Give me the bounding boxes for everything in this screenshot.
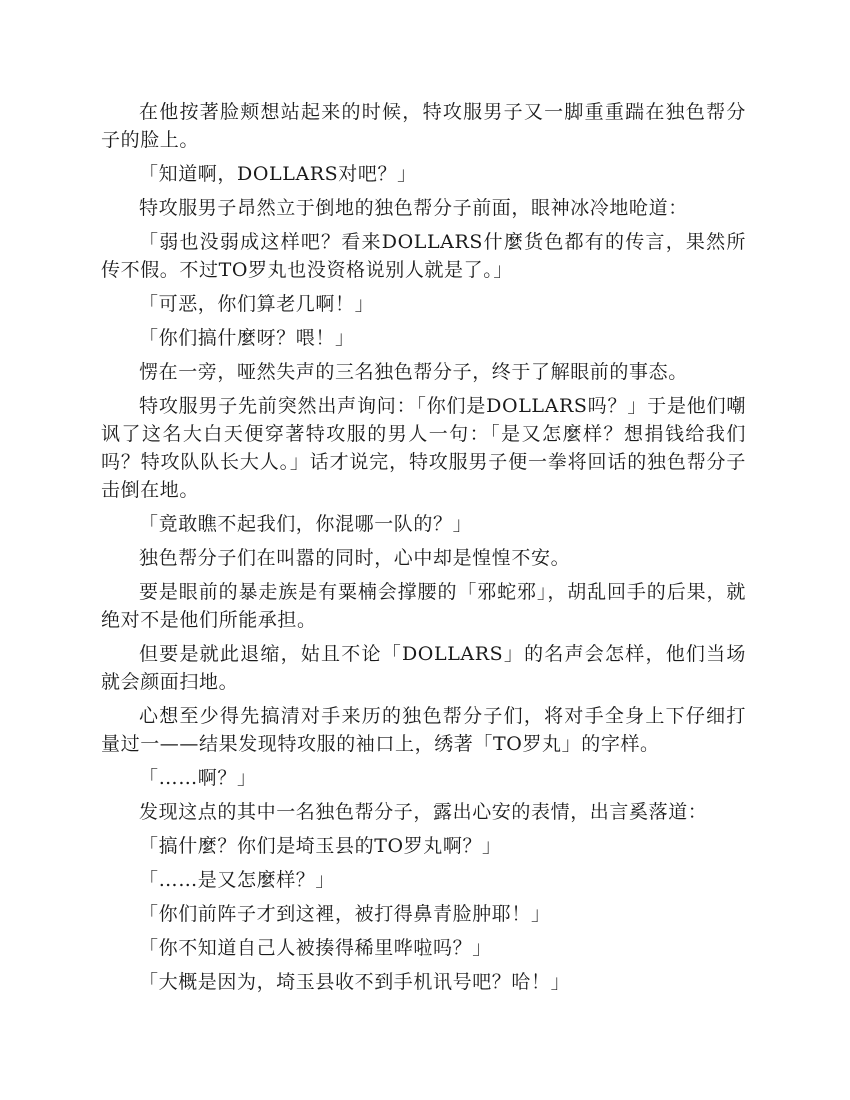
paragraph: 「大概是因为，埼玉县收不到手机讯号吧？哈！」: [139, 971, 571, 993]
paragraph: 愣在一旁，哑然失声的三名独色帮分子，终于了解眼前的事态。: [139, 361, 688, 383]
paragraph: 特攻服男子先前突然出声询问：「你们是DOLLARS吗？」于是他们嘲讽了这名大白天便穿著特攻服的男人一句：「是又怎麼样？想捐钱给我们吗？特攻队队长大人。」话才说完，特攻服男子便一拳将回话的独色帮分子击倒在地。: [101, 395, 746, 501]
paragraph: 「你们前阵子才到这裡，被打得鼻青脸肿耶！」: [139, 903, 551, 925]
paragraph: 「竟敢瞧不起我们，你混哪一队的？」: [139, 513, 473, 535]
paragraph: 「可恶，你们算老几啊！」: [139, 293, 375, 315]
paragraph: 「搞什麼？你们是埼玉县的TO罗丸啊？」: [139, 835, 502, 857]
paragraph: 独色帮分子们在叫嚣的同时，心中却是惶惶不安。: [139, 547, 571, 569]
paragraph: 心想至少得先搞清对手来历的独色帮分子们，将对手全身上下仔细打量过一——结果发现特攻服的袖口上，绣著「TO罗丸」的字样。: [101, 705, 746, 755]
paragraph: 「……啊？」: [139, 767, 257, 789]
paragraph: 在他按著脸颊想站起来的时候，特攻服男子又一脚重重踹在独色帮分子的脸上。: [101, 101, 746, 151]
paragraph: 但要是就此退缩，姑且不论「DOLLARS」的名声会怎样，他们当场就会颜面扫地。: [101, 643, 746, 693]
paragraph: 「弱也没弱成这样吧？看来DOLLARS什麼货色都有的传言，果然所传不假。不过TO罗丸也没资格说别人就是了。」: [101, 231, 746, 281]
paragraph: 「……是又怎麼样？」: [139, 869, 336, 891]
text-body: [101, 98, 746, 1002]
paragraph: 「你不知道自己人被揍得稀里哗啦吗？」: [139, 937, 492, 959]
paragraph: 特攻服男子昂然立于倒地的独色帮分子前面，眼神冰冷地呛道：: [139, 197, 688, 219]
paragraph: 要是眼前的暴走族是有粟楠会撑腰的「邪蛇邪」，胡乱回手的后果，就绝对不是他们所能承担。: [101, 581, 746, 631]
paragraph: 发现这点的其中一名独色帮分子，露出心安的表情，出言奚落道：: [139, 801, 708, 823]
paragraph: 「知道啊，DOLLARS对吧？」: [139, 163, 417, 185]
paragraph: 「你们搞什麼呀？喂！」: [139, 327, 355, 349]
